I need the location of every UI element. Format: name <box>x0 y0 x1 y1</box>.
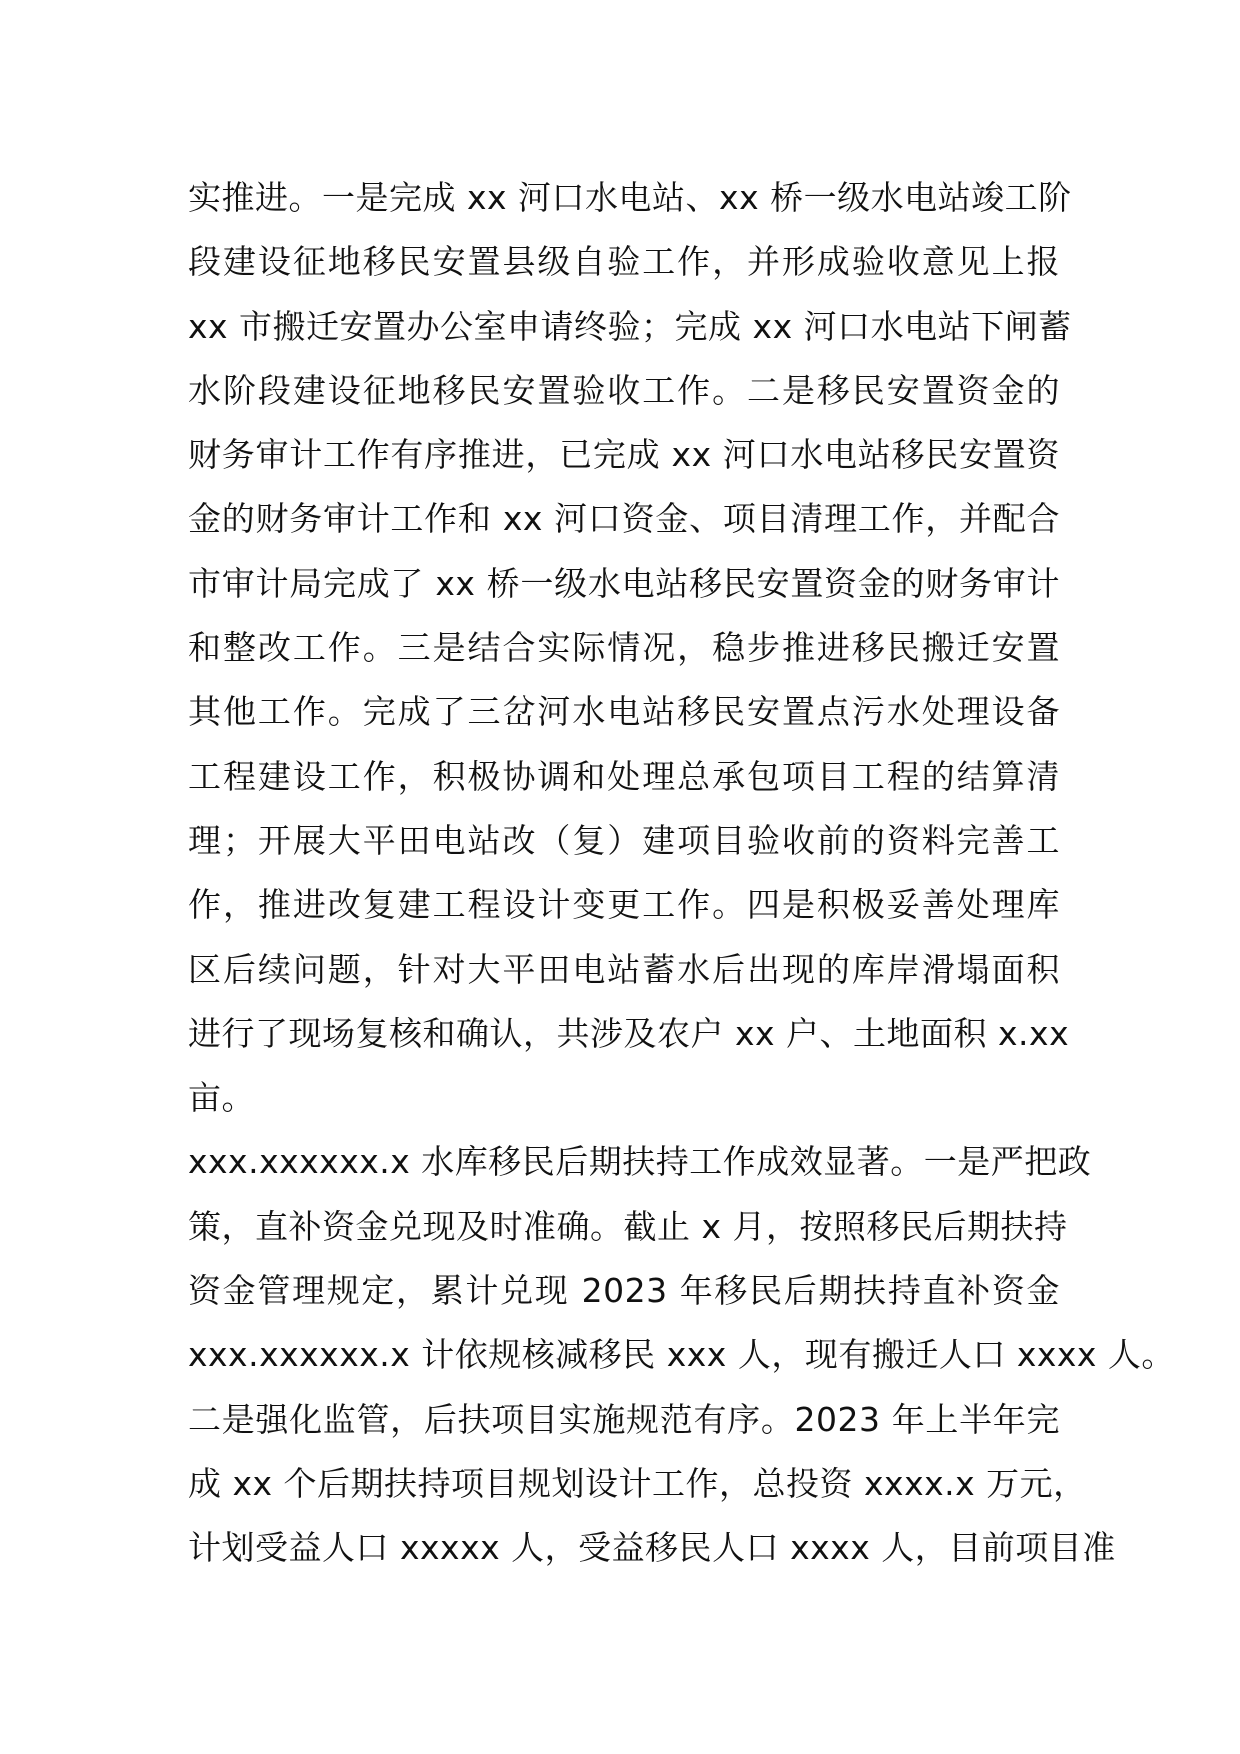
text-line-11: 理；开展大平田电站改（复）建项目验收前的资料完善工 <box>188 820 1060 860</box>
text-line-10: 工程建设工作，积极协调和处理总承包项目工程的结算清 <box>188 756 1060 796</box>
text-line-19: xxx.xxxxxx.x 计依规核减移民 xxx 人，现有搬迁人口 xxxx 人。 <box>188 1335 1175 1375</box>
text-line-6: 金的财务审计工作和 xx 河口资金、项目清理工作，并配合 <box>188 499 1060 539</box>
text-line-13: 区后续问题，针对大平田电站蓄水后出现的库岸滑塌面积 <box>188 949 1060 989</box>
text-line-2: 段建设征地移民安置县级自验工作，并形成验收意见上报 <box>188 242 1060 282</box>
text-line-1: 实推进。一是完成 xx 河口水电站、xx 桥一级水电站竣工阶 <box>188 178 1072 217</box>
text-line-14: 进行了现场复核和确认，共涉及农户 xx 户、土地面积 x.xx <box>188 1013 1070 1053</box>
text-line-17: 策，直补资金兑现及时准确。截止 x 月，按照移民后期扶持 <box>188 1206 1068 1246</box>
text-line-21: 成 xx 个后期扶持项目规划设计工作，总投资 xxxx.x 万元， <box>188 1463 1087 1503</box>
text-line-4: 水阶段建设征地移民安置验收工作。二是移民安置资金的 <box>188 370 1060 410</box>
body-text <box>188 166 1175 1581</box>
text-line-3: xx 市搬迁安置办公室申请终验；完成 xx 河口水电站下闸蓄 <box>188 306 1072 346</box>
text-line-18: 资金管理规定，累计兑现 2023 年移民后期扶持直补资金 <box>188 1271 1060 1311</box>
text-line-16: xxx.xxxxxx.x 水库移民后期扶持工作成效显著。一是严把政 <box>188 1142 1092 1182</box>
text-line-7: 市审计局完成了 xx 桥一级水电站移民安置资金的财务审计 <box>188 563 1060 603</box>
text-line-22: 计划受益人口 xxxxx 人，受益移民人口 xxxx 人，目前项目准 <box>188 1528 1116 1568</box>
text-line-8: 和整改工作。三是结合实际情况，稳步推进移民搬迁安置 <box>188 628 1060 668</box>
text-line-15: 亩。 <box>188 1078 255 1118</box>
text-line-20: 二是强化监管，后扶项目实施规范有序。2023 年上半年完 <box>188 1399 1060 1439</box>
text-line-5: 财务审计工作有序推进，已完成 xx 河口水电站移民安置资 <box>188 435 1060 475</box>
text-line-9: 其他工作。完成了三岔河水电站移民安置点污水处理设备 <box>188 692 1060 732</box>
text-line-12: 作，推进改复建工程设计变更工作。四是积极妥善处理库 <box>188 885 1060 925</box>
